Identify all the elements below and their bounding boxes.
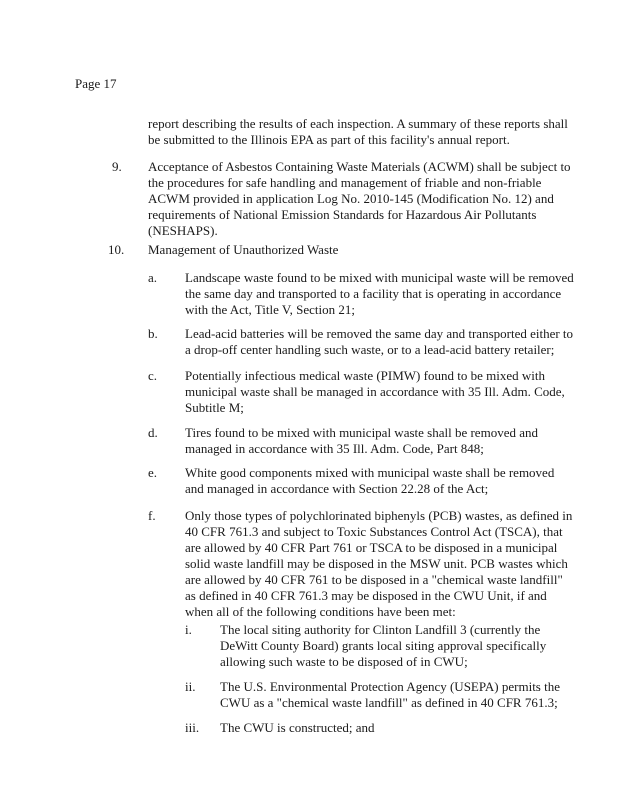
text-line: a drop-off center handling such waste, or to a lead-acid battery retailer;: [185, 342, 555, 357]
text-line: requirements of National Emission Standards for Hazardous Air Pollutants: [148, 207, 537, 222]
subitem-d-paragraph: [185, 425, 538, 457]
subitem-letter-c: c.: [148, 368, 158, 383]
text-line: solid waste landfill may be disposed in the MSW unit. PCB wastes which: [185, 556, 568, 571]
subitem-letter-b: b.: [148, 326, 158, 341]
text-line: Landscape waste found to be mixed with municipal waste will be removed: [185, 270, 574, 285]
text-line: the procedures for safe handling and management of friable and non-friable: [148, 175, 542, 190]
subitem-c-paragraph: [185, 368, 565, 416]
condition-ii-paragraph: [220, 679, 560, 711]
text-line: and managed in accordance with Section 22.28 of the Act;: [185, 481, 489, 496]
subitem-e-paragraph: [185, 465, 554, 497]
text-line: allowing such waste to be disposed of in CWU;: [220, 654, 468, 669]
text-line: Subtitle M;: [185, 400, 244, 415]
text-line: are allowed by 40 CFR 761 to be disposed in a "chemical waste landfill": [185, 572, 563, 587]
condition-numeral-i: i.: [185, 622, 192, 637]
text-line: with the Act, Title V, Section 21;: [185, 302, 355, 317]
page-number: Page 17: [75, 76, 117, 91]
text-line: Potentially infectious medical waste (PIMW) found to be mixed with: [185, 368, 545, 383]
condition-i-paragraph: [220, 622, 546, 670]
text-line: Tires found to be mixed with municipal waste shall be removed and: [185, 425, 538, 440]
text-line: DeWitt County Board) grants local siting approval specifically: [220, 638, 547, 653]
continuation-paragraph: [148, 116, 568, 148]
text-line: Acceptance of Asbestos Containing Waste Materials (ACWM) shall be subject to: [148, 159, 571, 174]
text-line: CWU as a "chemical waste landfill" as defined in 40 CFR 761.3;: [220, 695, 558, 710]
text-line: 40 CFR 761.3 and subject to Toxic Substances Control Act (TSCA), that: [185, 524, 563, 539]
text-line: as defined in 40 CFR 761.3 may be disposed in the CWU Unit, if and: [185, 588, 547, 603]
text-line: Lead-acid batteries will be removed the same day and transported either to: [185, 326, 574, 341]
subitem-f-paragraph: [185, 508, 572, 620]
subitem-letter-e: e.: [148, 465, 158, 480]
text-line: managed in accordance with 35 Ill. Adm. Code, Part 848;: [185, 441, 484, 456]
text-line: are allowed by 40 CFR Part 761 or TSCA to be disposed in a municipal: [185, 540, 558, 555]
text-line: The U.S. Environmental Protection Agency (USEPA) permits the: [220, 679, 560, 694]
item-number-10: 10.: [108, 242, 125, 257]
text-line: the same day and transported to a facility that is operating in accordance: [185, 286, 562, 301]
item-9-paragraph: [148, 159, 571, 239]
subitem-b-paragraph: [185, 326, 573, 358]
subitem-letter-f: f.: [148, 508, 156, 523]
text-line: White good components mixed with municipal waste shall be removed: [185, 465, 555, 480]
condition-numeral-ii: ii.: [185, 679, 196, 694]
subitem-letter-d: d.: [148, 425, 158, 440]
text-line: The local siting authority for Clinton Landfill 3 (currently the: [220, 622, 541, 637]
text-line: report describing the results of each inspection. A summary of these reports shall: [148, 116, 568, 131]
text-line: ACWM provided in application Log No. 2010-145 (Modification No. 12) and: [148, 191, 554, 206]
item-10-title: Management of Unauthorized Waste: [148, 242, 339, 257]
condition-numeral-iii: iii.: [185, 720, 200, 735]
subitem-a-paragraph: [185, 270, 574, 318]
text-line: (NESHAPS).: [148, 223, 218, 238]
text-line: Only those types of polychlorinated biphenyls (PCB) wastes, as defined in: [185, 508, 573, 523]
item-number-9: 9.: [112, 159, 122, 174]
text-line: be submitted to the Illinois EPA as part of this facility's annual report.: [148, 132, 510, 147]
text-line: The CWU is constructed; and: [220, 720, 375, 735]
text-line: municipal waste shall be managed in accordance with 35 Ill. Adm. Code,: [185, 384, 565, 399]
text-line: when all of the following conditions have been met:: [185, 604, 456, 619]
subitem-letter-a: a.: [148, 270, 158, 285]
condition-iii-paragraph: [220, 720, 375, 736]
